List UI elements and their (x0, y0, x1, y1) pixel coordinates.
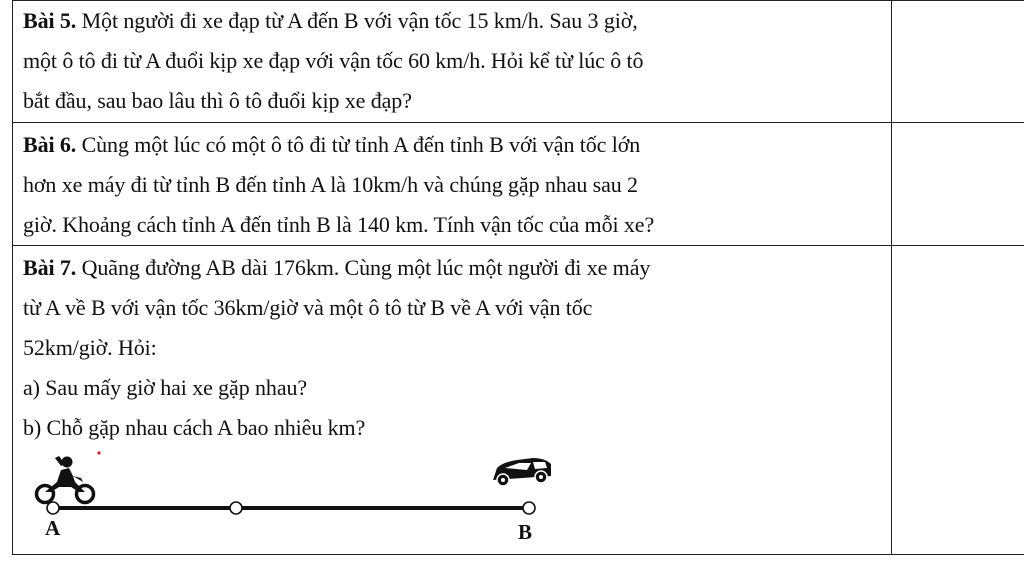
problem-7-line-1 (23, 248, 885, 288)
problem-cell-6 (13, 123, 892, 246)
point-a-label: A (45, 516, 61, 540)
point-b-marker (523, 502, 535, 514)
route-diagram-svg (23, 446, 883, 551)
problem-5-line-1 (23, 1, 885, 41)
problem-7-text-1: Quãng đường AB dài 176km. Cùng một lúc một người đi xe máy (76, 255, 651, 280)
motorbike-icon (37, 451, 101, 502)
problem-7-question-a: a) Sau mấy giờ hai xe gặp nhau? (23, 375, 308, 400)
problem-table (12, 0, 1024, 555)
problem-6-line-3: giờ. Khoảng cách tỉnh A đến tỉnh B là 140 km. Tính vận tốc của mỗi xe? (23, 212, 655, 237)
problem-cell-5 (13, 1, 892, 123)
problem-6-text-1: Cùng một lúc có một ô tô đi từ tỉnh A đến tỉnh B với vận tốc lớn (76, 132, 641, 157)
problem-7-line-3: 52km/giờ. Hỏi: (23, 335, 157, 360)
answer-cell-6 (892, 123, 1024, 246)
problem-row-5 (13, 1, 1024, 123)
problem-7-question-b: b) Chỗ gặp nhau cách A bao nhiêu km? (23, 415, 366, 440)
problem-5-line-3: bắt đầu, sau bao lâu thì ô tô đuổi kịp xe đạp? (23, 88, 412, 113)
problem-5-text-1: Một người đi xe đạp từ A đến B với vận tốc 15 km/h. Sau 3 giờ, (76, 8, 638, 33)
answer-cell-7 (892, 246, 1024, 555)
problem-6-line-2: hơn xe máy đi từ tỉnh B đến tỉnh A là 10km/h và chúng gặp nhau sau 2 (23, 172, 638, 197)
problem-5-title: Bài 5. (23, 8, 77, 33)
problem-6-title: Bài 6. (23, 132, 77, 157)
problem-row-6 (13, 123, 1024, 246)
problem-7-title: Bài 7. (23, 255, 77, 280)
point-b-label: B (518, 520, 533, 544)
answer-cell-5 (892, 1, 1024, 123)
problem-6-line-1 (23, 125, 885, 165)
midpoint-marker (230, 502, 242, 514)
problem-cell-7 (13, 246, 892, 555)
problem-row-7 (13, 246, 1024, 555)
problem-7-line-2: từ A về B với vận tốc 36km/giờ và một ô tô từ B về A với vận tốc (23, 295, 593, 320)
problem-5-line-2: một ô tô đi từ A đuổi kịp xe đạp với vận tốc 60 km/h. Hỏi kể từ lúc ô tô (23, 48, 644, 73)
point-a-marker (47, 502, 59, 514)
route-diagram (23, 446, 883, 551)
car-icon (493, 458, 551, 486)
